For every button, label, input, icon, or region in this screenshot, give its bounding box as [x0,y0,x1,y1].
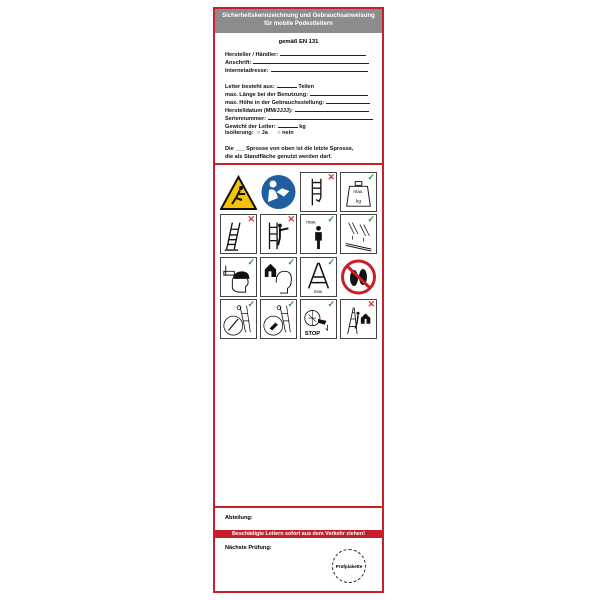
cross-icon: ✕ [287,214,295,224]
inspection-stamp-area [332,549,366,583]
max-height-label: max. Höhe in der Gebrauchsstellung: [225,100,325,106]
stamp-label: Prüfplakette [335,563,363,569]
pictogram-cell-16 [340,299,377,339]
weight-unit: kg [299,124,306,130]
address-blank [253,58,369,64]
svg-text:max.: max. [306,220,317,226]
check-icon: ✓ [247,299,255,309]
check-icon: ✓ [247,257,255,267]
warning-fall-icon [220,172,257,212]
manufacture-date-label: Herstelldatum (MM/JJJJ): [225,108,293,114]
parts-field [225,82,314,90]
check-icon: ✓ [327,257,335,267]
manufacture-date-blank [295,106,369,112]
pictogram-cell-14 [260,299,297,339]
parts-suffix: Teilen [298,84,315,90]
pictogram-cell-9 [220,257,257,297]
label-title-line1: Sicherheitskennzeichnung und Gebrauchsanweisung [222,13,375,19]
pictogram-cell-13 [220,299,257,339]
svg-text:STOP: STOP [304,331,321,338]
insulation-field [225,130,294,136]
norm-text: gemäß EN 131 [278,39,319,45]
check-icon: ✓ [287,257,295,267]
weight-label: Gewicht der Leiter: [225,124,276,130]
check-icon: ✓ [287,299,295,309]
no-standing-top-icon [340,257,377,297]
rung-note-line2: die als Standfläche genutzt werden darf. [225,154,332,160]
pictogram-cell-1 [220,172,257,212]
manufacturer-label: Hersteller / Händler: [225,52,279,58]
insulation-label: Isolierung: [225,130,254,136]
pictogram-cell-4 [340,172,377,212]
max-length-label: max. Länge bei der Benutzung: [225,92,308,98]
max-height-blank [326,98,370,104]
weight-blank [278,122,298,128]
web-blank [271,66,368,72]
pictogram-cell-3 [300,172,337,212]
check-icon: ✓ [327,299,335,309]
pictogram-cell-5 [220,214,257,254]
web-label: Internetadresse: [225,68,269,74]
pictogram-cell-2 [260,172,297,212]
check-icon: ✓ [327,214,335,224]
serial-label: Seriennummer: [225,116,267,122]
rung-note-line1: Die ___ Sprosse von oben ist die letzte Sprosse, [225,146,354,152]
parts-blank [277,82,297,88]
pictogram-cell-11 [300,257,337,297]
cross-icon: ✕ [327,172,335,182]
weight-field [225,122,306,130]
info-section [215,33,382,164]
manufacturer-blank [280,50,366,56]
safety-label-card [213,7,384,593]
svg-text:max.: max. [313,289,324,295]
department-label: Abteilung: [225,515,253,521]
serial-blank [268,114,373,120]
address-label: Anschrift: [225,60,252,66]
pictogram-cell-8 [340,214,377,254]
section-divider-top [215,163,382,165]
cross-icon: ✕ [367,299,375,309]
warning-strip: Beschädigte Leitern sofort aus dem Verkehr ziehen! [215,530,382,538]
svg-text:kg: kg [356,199,361,205]
next-inspection-label: Nächste Prüfung: [225,545,272,551]
cross-icon: ✕ [247,214,255,224]
address-field [225,58,369,66]
max-length-field [225,90,368,98]
pictogram-cell-6 [260,214,297,254]
insulation-no-option: ○ nein [277,130,294,136]
label-title-line2: für mobile Podestleitern [264,21,333,27]
max-length-blank [310,90,368,96]
pictogram-cell-12 [340,257,377,297]
pictogram-cell-15 [300,299,337,339]
max-height-field [225,98,370,106]
manufacturer-field [225,50,366,58]
pictogram-cell-7 [300,214,337,254]
pictogram-cell-10 [260,257,297,297]
check-icon: ✓ [367,214,375,224]
manufacture-date-field [225,106,369,114]
parts-label: Leiter besteht aus: [225,84,275,90]
check-icon: ✓ [367,172,375,182]
svg-text:max.: max. [353,189,364,195]
insulation-yes-option: ○ Ja [256,130,268,136]
label-header [215,9,382,33]
web-field [225,66,368,74]
read-manual-icon [260,172,297,212]
serial-field [225,114,373,122]
section-divider-bottom [215,506,382,508]
